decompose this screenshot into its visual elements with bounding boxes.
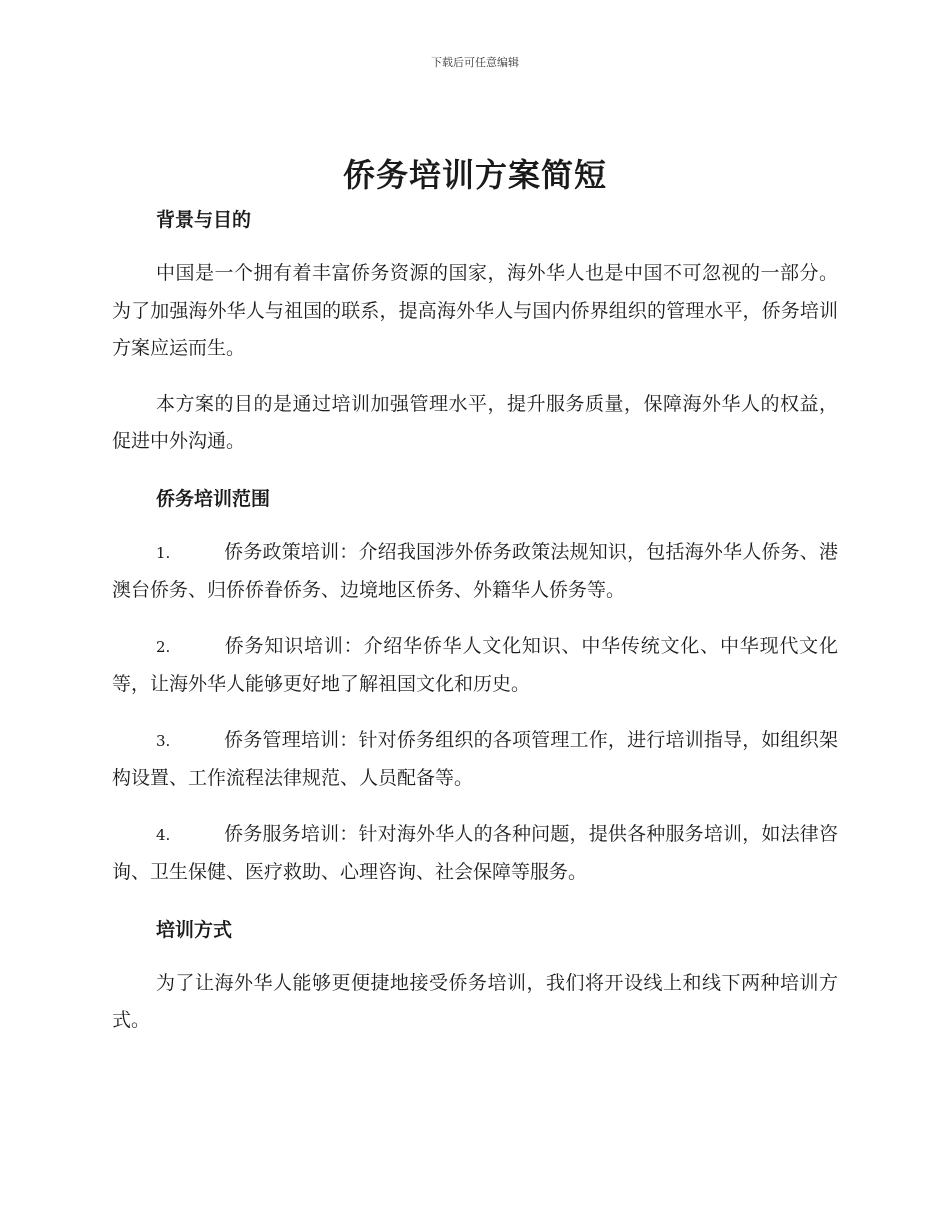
list-item-text: 侨务政策培训：介绍我国涉外侨务政策法规知识，包括海外华人侨务、港澳台侨务、归侨侨眷侨务、边境地区侨务、外籍华人侨务等。: [112, 540, 838, 601]
list-item: [112, 722, 838, 798]
list-item-number: 2.: [156, 637, 171, 656]
list-item: [112, 816, 838, 892]
list-item-number: 4.: [156, 825, 171, 844]
section-heading-method: 培训方式: [156, 918, 233, 941]
document-body: [112, 203, 838, 1040]
list-item-number: 3.: [156, 731, 171, 750]
list-item-text: 侨务管理培训：针对侨务组织的各项管理工作，进行培训指导，如组织架构设置、工作流程法律规范、人员配备等。: [112, 728, 838, 789]
paragraph-background-1: 中国是一个拥有着丰富侨务资源的国家，海外华人也是中国不可忽视的一部分。为了加强海外华人与祖国的联系，提高海外华人与国内侨界组织的管理水平，侨务培训方案应运而生。: [112, 262, 838, 359]
list-item-number: 1.: [156, 543, 171, 562]
header-note: 下载后可任意编辑: [431, 56, 519, 69]
list-item: [112, 628, 838, 704]
section-heading-background: 背景与目的: [156, 209, 252, 231]
list-item-text: 侨务知识培训：介绍华侨华人文化知识、中华传统文化、中华现代文化等，让海外华人能够更好地了解祖国文化和历史。: [112, 634, 838, 695]
section-heading-scope: 侨务培训范围: [156, 487, 271, 510]
paragraph-method-1: 为了让海外华人能够更便捷地接受侨务培训，我们将开设线上和线下两种培训方式。: [112, 971, 838, 1031]
list-item: [112, 534, 838, 610]
list-item-text: 侨务服务培训：针对海外华人的各种问题，提供各种服务培训，如法律咨询、卫生保健、医疗救助、心理咨询、社会保障等服务。: [112, 822, 838, 883]
document-title: 侨务培训方案简短: [342, 156, 607, 194]
paragraph-background-2: 本方案的目的是通过培训加强管理水平，提升服务质量，保障海外华人的权益，促进中外沟通。: [112, 392, 838, 452]
